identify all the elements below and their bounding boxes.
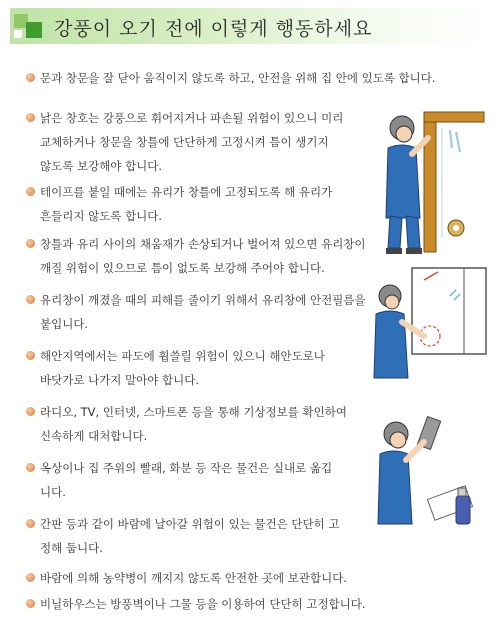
list-item (26, 288, 371, 336)
item-text: 유리창이 깨졌을 때의 피해를 줄이기 위해서 유리창에 안전필름을 붙입니다. (40, 293, 366, 331)
list-item (26, 400, 371, 448)
list-item (26, 106, 371, 178)
list-item (26, 232, 371, 280)
page-title: 강풍이 오기 전에 이렇게 행동하세요 (54, 18, 373, 40)
bullet-icon (26, 351, 35, 360)
list-item (26, 66, 486, 90)
spray-cleaning-illustration (372, 412, 488, 528)
item-text: 옥상이나 집 주위의 빨래, 화분 등 작은 물건은 실내로 옮깁 니다. (40, 461, 333, 499)
window-taping-illustration (372, 108, 488, 258)
green-squares-icon (10, 8, 50, 44)
item-text: 라디오, TV, 인터넷, 스마트폰 등을 통해 기상정보를 확인하여 신속하게 대처합니다. (40, 405, 347, 443)
bullet-icon (26, 73, 35, 82)
item-text: 테이프를 붙일 때에는 유리가 창틀에 고정되도록 해 유리가 흔들리지 않도록 합니다. (40, 185, 333, 223)
title-banner (10, 8, 490, 44)
list-item (26, 344, 371, 392)
bullet-icon (26, 463, 35, 472)
bullet-icon (26, 599, 35, 608)
item-text: 문과 창문을 잘 닫아 움직이지 않도록 하고, 안전을 위해 집 안에 있도록 합니다. (40, 71, 436, 85)
list-item (26, 456, 371, 504)
bullet-icon (26, 573, 35, 582)
list-item (26, 592, 486, 616)
list-item (26, 566, 486, 590)
window-film-illustration (372, 266, 488, 386)
bullet-icon (26, 295, 35, 304)
item-text: 비닐하우스는 방풍벽이나 그물 등을 이용하여 단단히 고정합니다. (40, 597, 366, 611)
bullet-icon (26, 407, 35, 416)
item-text: 바람에 의해 농약병이 깨지지 않도록 안전한 곳에 보관합니다. (40, 571, 347, 585)
bullet-icon (26, 239, 35, 248)
item-text: 창틀과 유리 사이의 채움재가 손상되거나 벌어져 있으면 유리창이 깨질 위험이 있으므로 틈이 없도록 보강해 주어야 합니다. (40, 237, 366, 275)
bullet-icon (26, 187, 35, 196)
item-text: 낡은 창호는 강풍으로 휘어지거나 파손될 위험이 있으니 미리 교체하거나 창문을 창틀에 단단하게 고정시켜 틈이 생기지 않도록 보강해야 합니다. (40, 111, 344, 173)
list-item (26, 512, 371, 560)
bullet-icon (26, 113, 35, 122)
item-text: 해안지역에서는 파도에 휩쓸릴 위험이 있으니 해안도로나 바닷가로 나가지 말아야 합니다. (40, 349, 325, 387)
bullet-icon (26, 519, 35, 528)
item-text: 간판 등과 같이 바람에 날아갈 위험이 있는 물건은 단단히 고 정해 둡니다. (40, 517, 340, 555)
list-item (26, 180, 371, 228)
